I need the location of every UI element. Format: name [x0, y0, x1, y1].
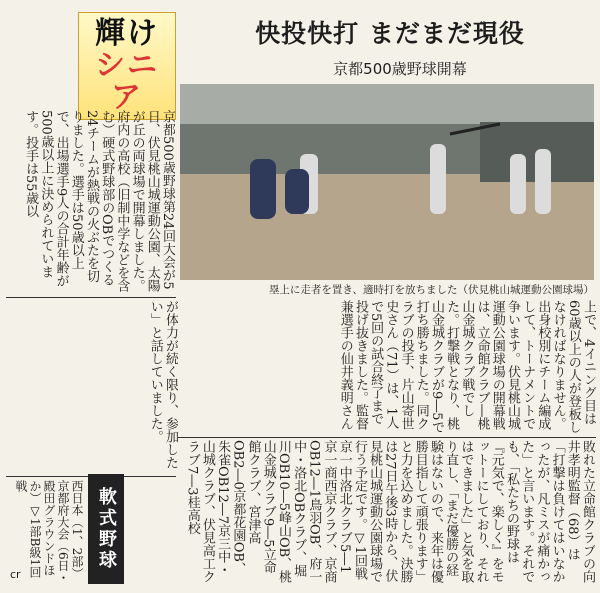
section-title-text: 軟式野球	[96, 487, 117, 571]
logo-line-1: 輝け	[95, 16, 159, 51]
baseball-scene-illustration	[180, 84, 594, 280]
photo-caption: 塁上に走者を置き、適時打を放ちました（伏見桃山城運動公園球場）	[268, 284, 594, 296]
baseball-photo	[180, 84, 594, 280]
article-left: が体力が続く限り、参加したい」と話していました。	[147, 300, 178, 469]
section-title	[88, 474, 124, 584]
divider	[178, 437, 596, 438]
subheadline: 京都500歳野球開幕	[333, 60, 467, 78]
article-bottom: 敗れた立命館クラブの向井孝明監督（68）は「打撃は負けてはいなかったが、凡ミスが痛かった」と言います。それでも、「私たちの野球は『元気で、楽しく』をモットーにしており、それはできました」と気を取り直し、「まだ優勝の経験はないので、来年は優勝目指して頑張ります」と力を込めました。決勝は27日午後3時から、伏見桃山城運動公園球場で行う予定です。▽1回戦 京一中洛北クラブ5―1京一商西京クラブ、京商OB12―1鳥羽OB、府一中・洛北OBクラブ、堀川OB10―5峰山OB、桃山金城クラブ9―5立命館クラブ、宮津高OB2―0京都花園OB、朱雀OB12―7京三中・山城クラブ、伏見高工クラブ7―3桂高校	[184, 440, 595, 584]
logo-text	[85, 16, 169, 115]
article-lead: 京都500歳野球第24回大会が5日、伏見桃山城運動公園、太陽が丘の両球場で開幕しました。府内の高校（旧制中学などを含む）硬式野球部のOBでつくる24チームが熱戦の火ぶたを切りました。選手は50歳以上で、出場選手9人の合計年齢が500歳以上に決められています。投手は55歳以	[23, 110, 175, 292]
section-body: 西日本（1、2部）京都府大会（6日・殿田グラウンドほか）▽1部B級1回戦	[14, 480, 84, 584]
divider	[6, 297, 176, 298]
column-logo	[78, 12, 176, 120]
logo-line-2: シニア	[95, 48, 159, 115]
headline: 快投快打 まだまだ現役	[255, 19, 525, 48]
column-tail: cr	[10, 568, 21, 581]
article-right: 上で、4イニング目は60歳以上の人が登板しなければなりません。出身校別にチーム編成して、トーナメントで争います。伏見桃山城運動公園球場の開幕戦は、立命館クラブ―桃山金城クラブ戦でした。打撃戦となり、桃山金城クラブが9―5で打ち勝ちました。同クラブの投手、片山寄世史さん（71）は、1人で5回の試合終了まで投げ抜きました。監督兼選手の仙井義明さん	[337, 300, 596, 434]
